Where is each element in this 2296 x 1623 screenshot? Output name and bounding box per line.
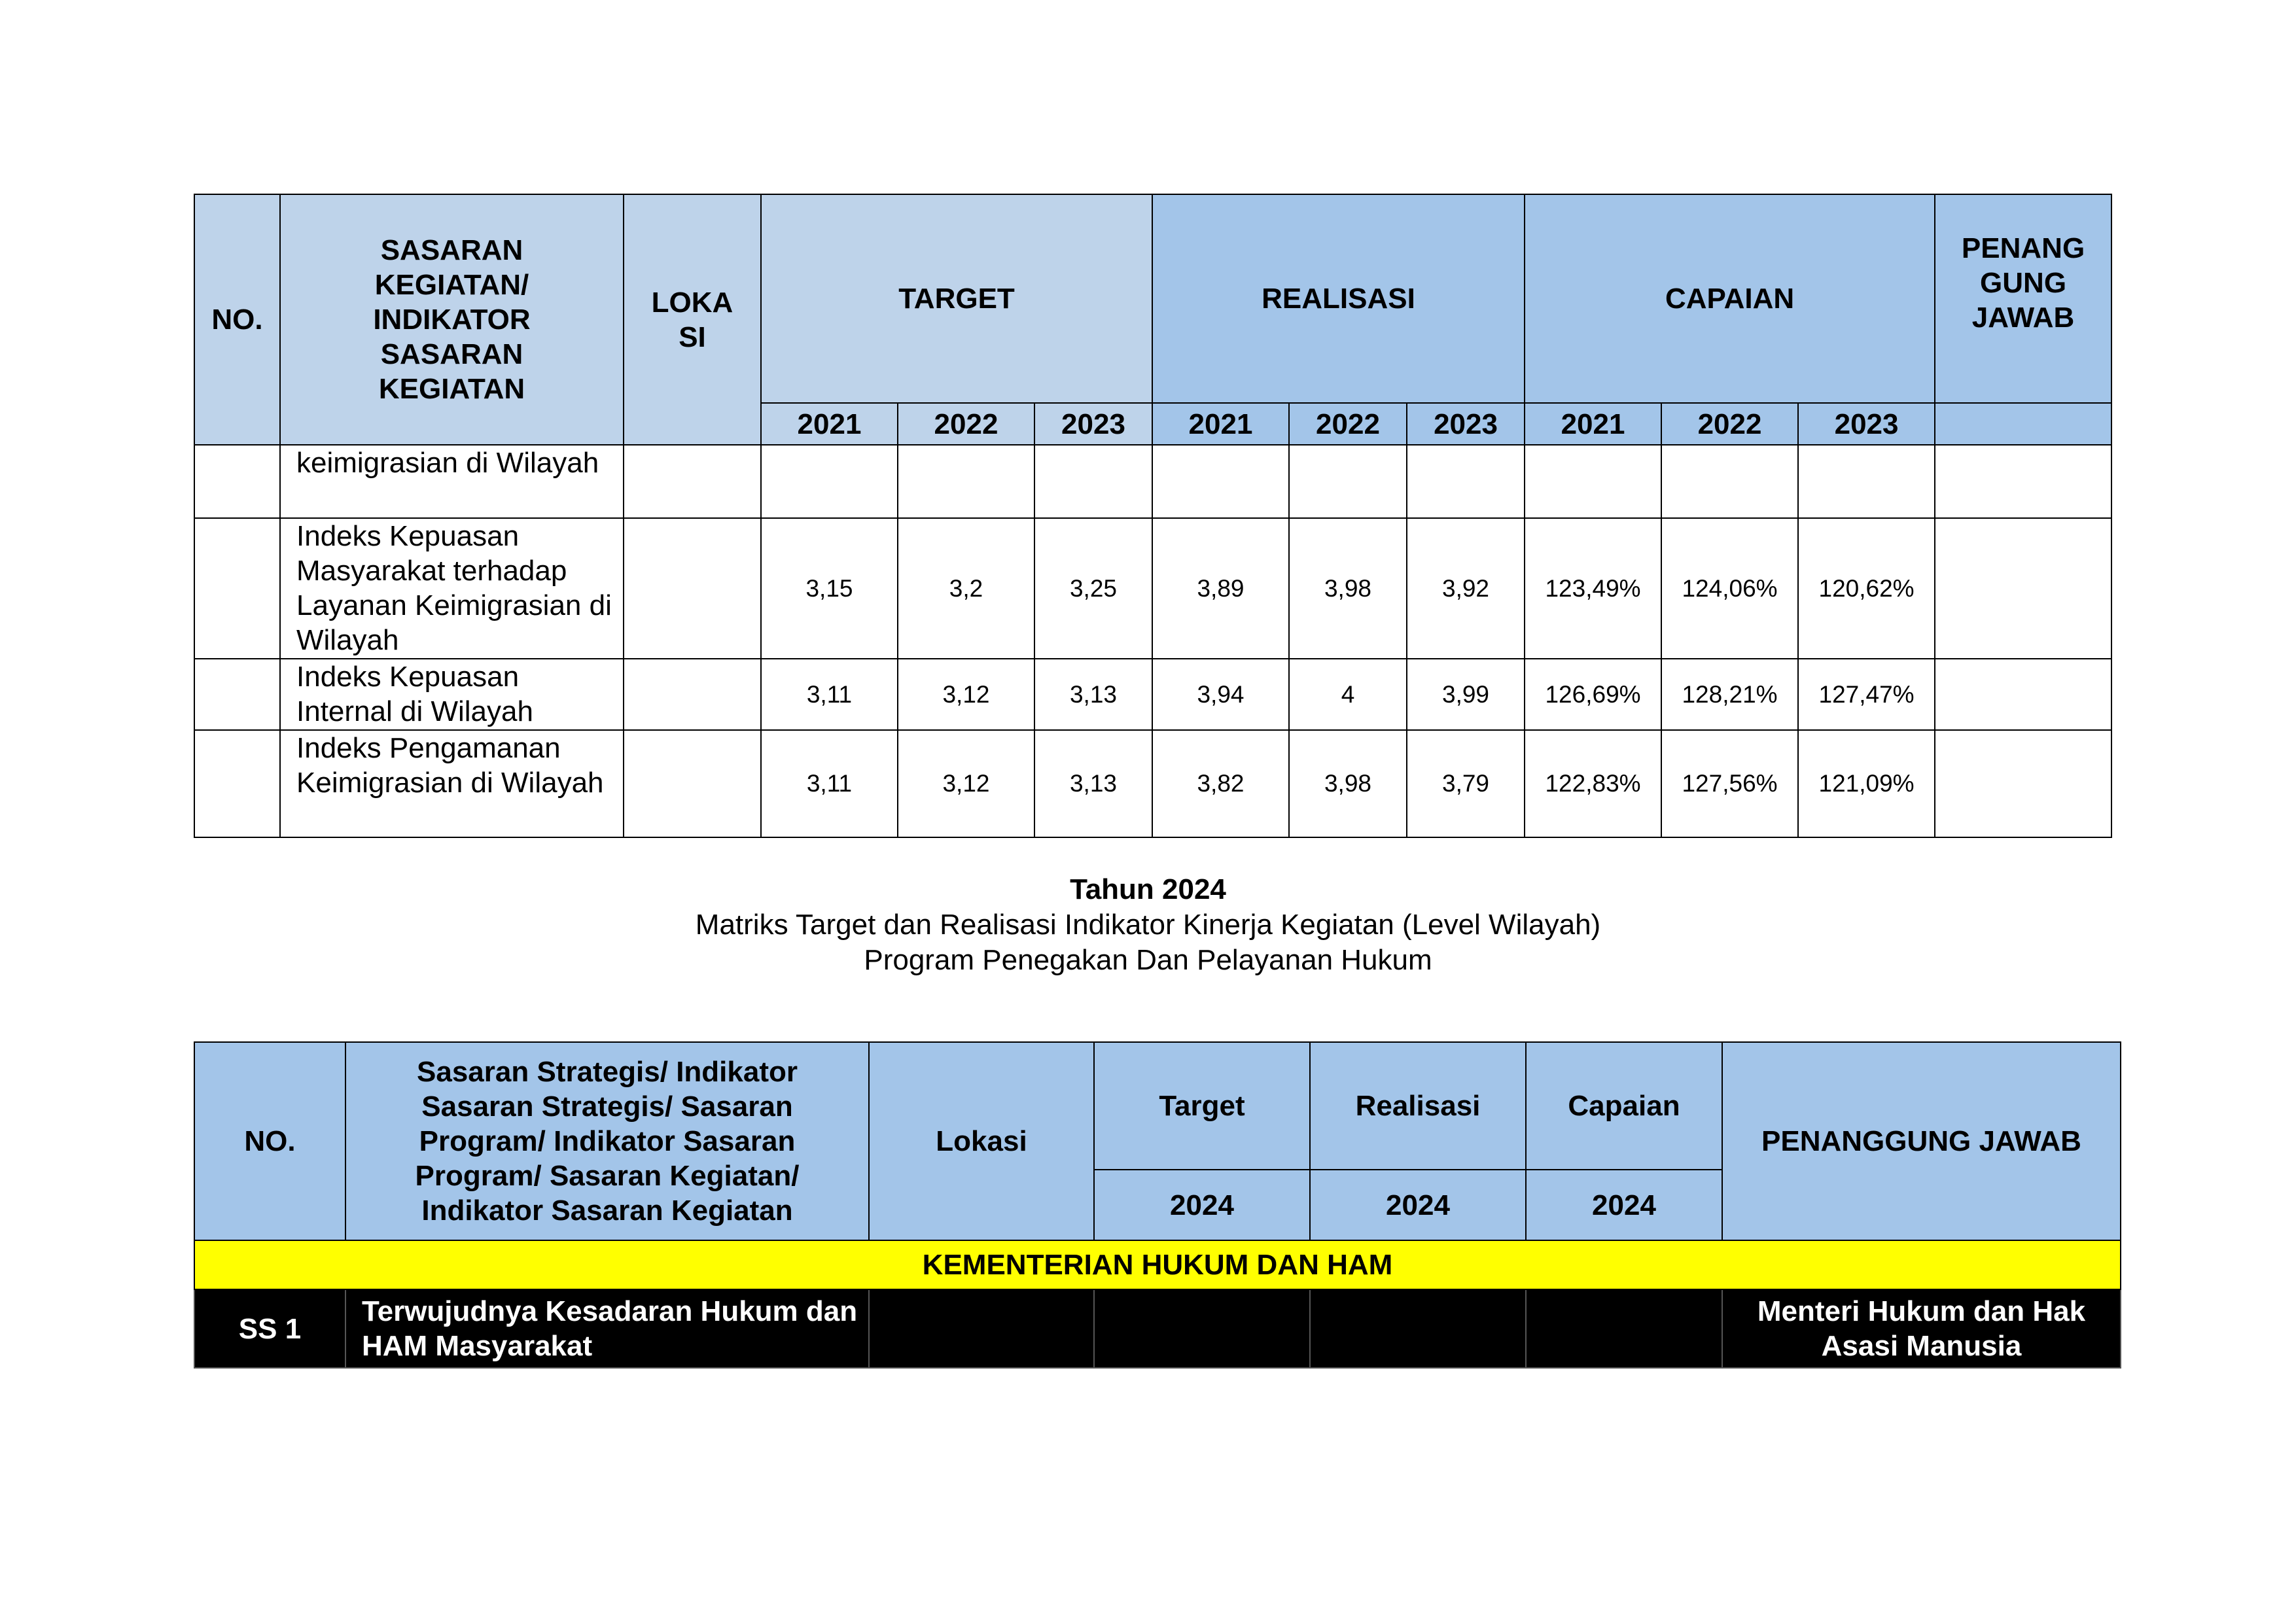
cell-indicator: keimigrasian di Wilayah xyxy=(280,445,624,518)
header-target: TARGET xyxy=(761,194,1152,403)
cell-target-2023: 3,25 xyxy=(1034,518,1152,659)
cell-realisasi-2023: 3,79 xyxy=(1407,730,1525,837)
year-capaian-2023: 2023 xyxy=(1798,403,1935,445)
cell-capaian-2021: 122,83% xyxy=(1525,730,1661,837)
cell-penanggung xyxy=(1935,445,2111,518)
cell-lokasi xyxy=(624,730,761,837)
year-penanggung-empty xyxy=(1935,403,2111,445)
year-capaian-2022: 2022 xyxy=(1661,403,1798,445)
header-target: Target xyxy=(1094,1042,1310,1170)
cell-realisasi-2021: 3,89 xyxy=(1152,518,1289,659)
cell-capaian-2022: 124,06% xyxy=(1661,518,1798,659)
cell-ss-lokasi xyxy=(869,1289,1094,1368)
table-row xyxy=(194,445,2111,518)
cell-realisasi-2022: 3,98 xyxy=(1289,730,1407,837)
cell-indicator: Indeks Kepuasan Masyarakat terhadap Layanan Keimigrasian di Wilayah xyxy=(280,518,624,659)
cell-lokasi xyxy=(624,445,761,518)
year-target-2023: 2023 xyxy=(1034,403,1152,445)
header-lokasi: LOKA SI xyxy=(624,194,761,445)
cell-penanggung xyxy=(1935,730,2111,837)
cell-realisasi-2021 xyxy=(1152,445,1289,518)
cell-target-2021 xyxy=(761,445,898,518)
year-realisasi-2022: 2022 xyxy=(1289,403,1407,445)
title-program: Program Penegakan Dan Pelayanan Hukum xyxy=(864,944,1432,976)
cell-ss-capaian xyxy=(1526,1289,1722,1368)
cell-realisasi-2022: 3,98 xyxy=(1289,518,1407,659)
title-matrix: Matriks Target dan Realisasi Indikator Kinerja Kegiatan (Level Wilayah) xyxy=(695,909,1601,941)
header-no: NO. xyxy=(194,194,280,445)
year-target-2024: 2024 xyxy=(1094,1170,1310,1240)
title-year: Tahun 2024 xyxy=(1070,873,1226,905)
year-realisasi-2021: 2021 xyxy=(1152,403,1289,445)
header-penanggung-jawab: PENANGGUNG JAWAB xyxy=(1722,1042,2121,1240)
header-no: NO. xyxy=(194,1042,345,1240)
cell-lokasi xyxy=(624,659,761,730)
cell-target-2022: 3,12 xyxy=(898,659,1034,730)
cell-capaian-2022 xyxy=(1661,445,1798,518)
cell-realisasi-2021: 3,94 xyxy=(1152,659,1289,730)
cell-capaian-2021: 123,49% xyxy=(1525,518,1661,659)
cell-capaian-2023: 127,47% xyxy=(1798,659,1935,730)
year-target-2021: 2021 xyxy=(761,403,898,445)
cell-target-2022: 3,12 xyxy=(898,730,1034,837)
cell-target-2022: 3,2 xyxy=(898,518,1034,659)
header-sasaran: Sasaran Strategis/ Indikator Sasaran Strategis/ Sasaran Program/ Indikator Sasaran Program/ Sasaran Kegiatan/ Indikator Sasaran Kegiatan xyxy=(345,1042,869,1240)
cell-target-2021: 3,15 xyxy=(761,518,898,659)
cell-capaian-2021 xyxy=(1525,445,1661,518)
table-indikator-2021-2023 xyxy=(194,194,2112,838)
cell-ss-target xyxy=(1094,1289,1310,1368)
cell-ss-realisasi xyxy=(1310,1289,1526,1368)
cell-target-2023: 3,13 xyxy=(1034,659,1152,730)
table-row xyxy=(194,1289,2121,1368)
cell-realisasi-2023 xyxy=(1407,445,1525,518)
cell-indicator: Indeks Kepuasan Internal di Wilayah xyxy=(280,659,624,730)
header-sasaran: SASARAN KEGIATAN/ INDIKATOR SASARAN KEGIATAN xyxy=(280,194,624,445)
cell-capaian-2023: 121,09% xyxy=(1798,730,1935,837)
table-indikator-2024 xyxy=(194,1041,2121,1369)
cell-target-2021: 3,11 xyxy=(761,730,898,837)
cell-capaian-2023 xyxy=(1798,445,1935,518)
cell-target-2022 xyxy=(898,445,1034,518)
cell-penanggung xyxy=(1935,518,2111,659)
header-lokasi: Lokasi xyxy=(869,1042,1094,1240)
header-realisasi: Realisasi xyxy=(1310,1042,1526,1170)
header-penanggung-jawab: PENANG GUNG JAWAB xyxy=(1935,194,2111,403)
cell-no xyxy=(194,730,280,837)
year-capaian-2021: 2021 xyxy=(1525,403,1661,445)
cell-penanggung xyxy=(1935,659,2111,730)
table-row xyxy=(194,518,2111,659)
cell-realisasi-2022: 4 xyxy=(1289,659,1407,730)
cell-no xyxy=(194,445,280,518)
year-realisasi-2024: 2024 xyxy=(1310,1170,1526,1240)
cell-ss-sasaran: Terwujudnya Kesadaran Hukum dan HAM Masyarakat xyxy=(345,1289,869,1368)
year-realisasi-2023: 2023 xyxy=(1407,403,1525,445)
section-kementerian: KEMENTERIAN HUKUM DAN HAM xyxy=(194,1240,2121,1289)
header-capaian: Capaian xyxy=(1526,1042,1722,1170)
year-target-2022: 2022 xyxy=(898,403,1034,445)
cell-capaian-2023: 120,62% xyxy=(1798,518,1935,659)
cell-ss-penanggung: Menteri Hukum dan Hak Asasi Manusia xyxy=(1722,1289,2121,1368)
cell-lokasi xyxy=(624,518,761,659)
cell-realisasi-2021: 3,82 xyxy=(1152,730,1289,837)
cell-realisasi-2022 xyxy=(1289,445,1407,518)
cell-indicator: Indeks Pengamanan Keimigrasian di Wilayah xyxy=(280,730,624,837)
cell-capaian-2022: 127,56% xyxy=(1661,730,1798,837)
header-realisasi: REALISASI xyxy=(1152,194,1525,403)
cell-realisasi-2023: 3,92 xyxy=(1407,518,1525,659)
cell-target-2023 xyxy=(1034,445,1152,518)
cell-no xyxy=(194,659,280,730)
cell-capaian-2021: 126,69% xyxy=(1525,659,1661,730)
cell-ss-no: SS 1 xyxy=(194,1289,345,1368)
cell-target-2023: 3,13 xyxy=(1034,730,1152,837)
cell-realisasi-2023: 3,99 xyxy=(1407,659,1525,730)
table-row xyxy=(194,730,2111,837)
header-capaian: CAPAIAN xyxy=(1525,194,1935,403)
year-capaian-2024: 2024 xyxy=(1526,1170,1722,1240)
cell-no xyxy=(194,518,280,659)
cell-capaian-2022: 128,21% xyxy=(1661,659,1798,730)
cell-target-2021: 3,11 xyxy=(761,659,898,730)
table-row xyxy=(194,659,2111,730)
